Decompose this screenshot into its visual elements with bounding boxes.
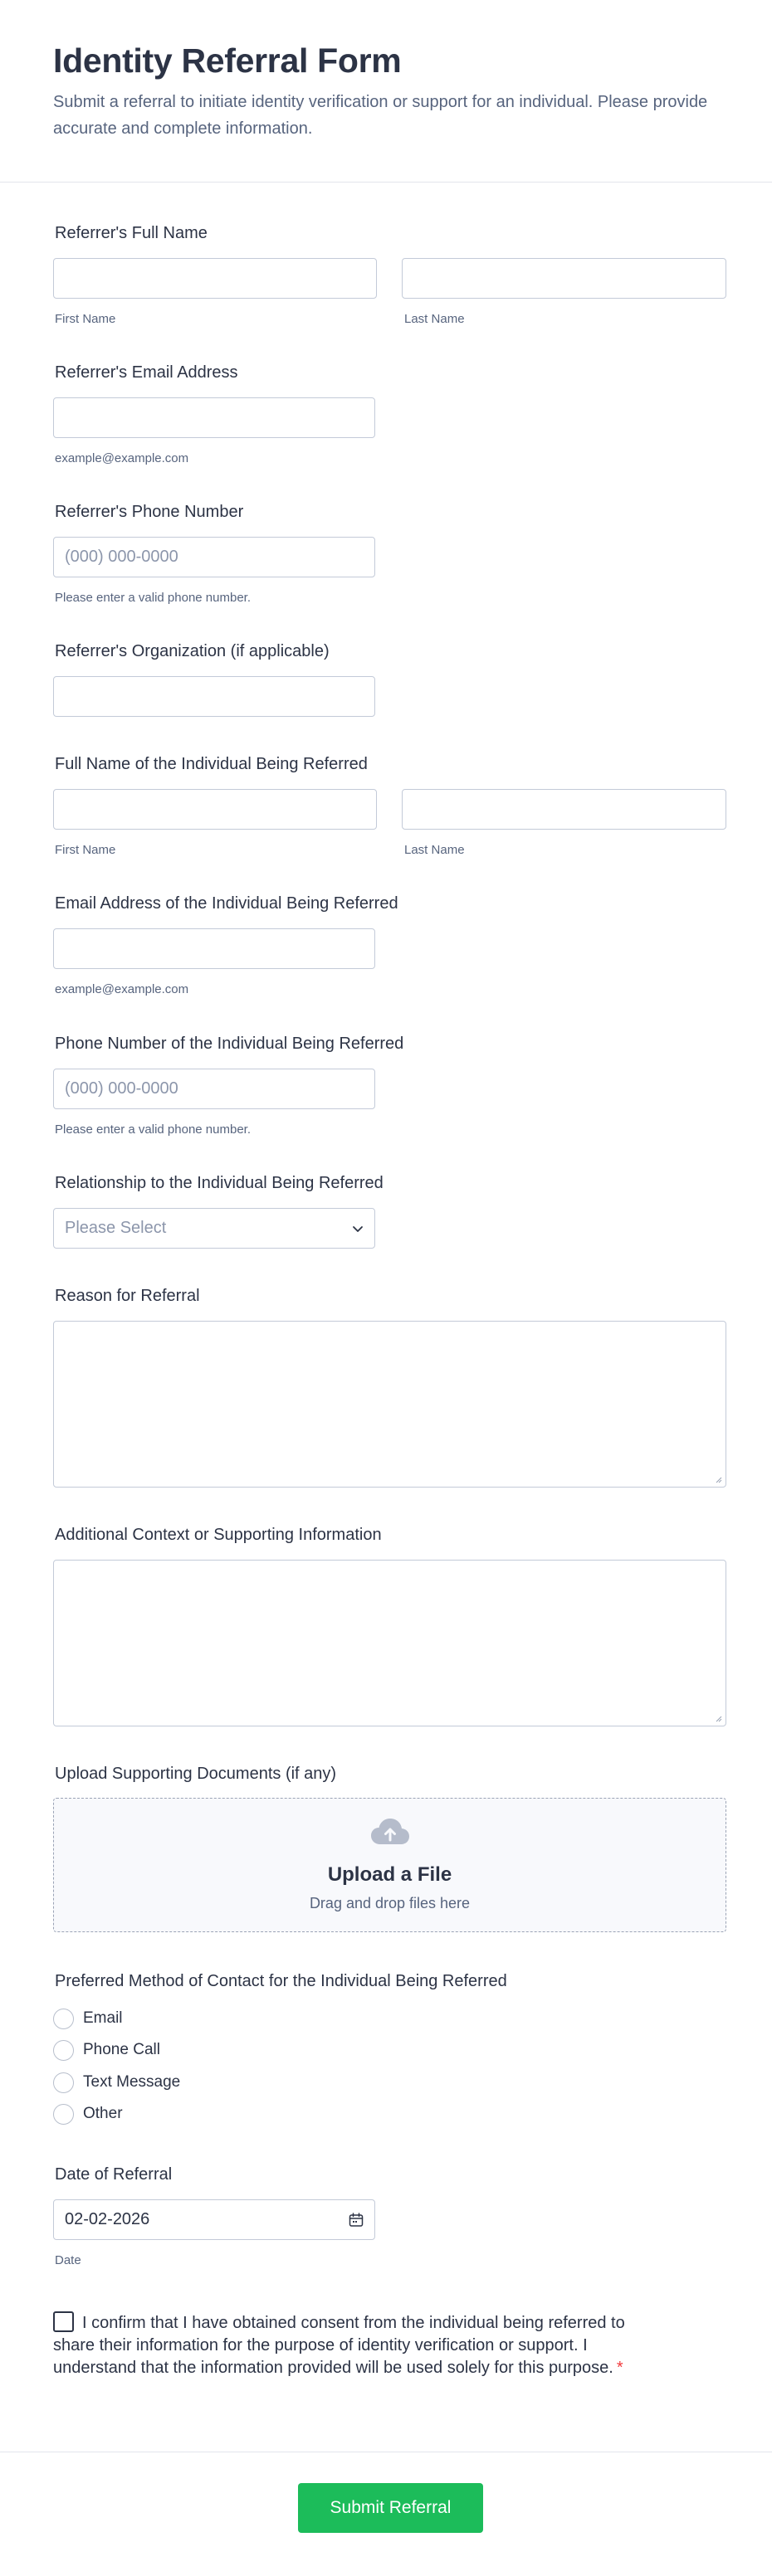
contact-method-label: Preferred Method of Contact for the Individual Being Referred [55,1972,507,1990]
upload-subtitle: Drag and drop files here [309,1895,471,1911]
contact-option-phone-call[interactable] [53,2038,160,2062]
contact-option-other[interactable] [53,2102,123,2126]
referred-phone-input[interactable] [53,1069,375,1109]
referrer-phone-input[interactable] [53,537,375,577]
cloud-upload-icon [370,1817,410,1847]
date-label: Date of Referral [55,2165,173,2184]
form-footer [0,2452,772,2576]
date-input[interactable] [53,2199,375,2240]
reason-label: Reason for Referral [55,1287,200,1305]
referrer-phone-placeholder: (000) 000-0000 [65,548,178,566]
radio-label: Text Message [83,2073,181,2091]
file-upload-dropzone[interactable] [53,1798,726,1932]
contact-option-email[interactable] [53,2007,123,2030]
referrer-email-input[interactable] [53,397,375,438]
referrer-first-name-sublabel: First Name [55,312,116,326]
upload-title: Upload a File [327,1863,452,1886]
referrer-org-label: Referrer's Organization (if applicable) [55,642,330,660]
referrer-last-name-input[interactable] [402,258,726,299]
relationship-label: Relationship to the Individual Being Referred [55,1174,384,1192]
referred-phone-sublabel: Please enter a valid phone number. [55,1122,251,1137]
radio-button[interactable] [53,2040,74,2061]
referrer-phone-sublabel: Please enter a valid phone number. [55,591,251,605]
referrer-email-sublabel: example@example.com [55,451,189,465]
referrer-first-name-input[interactable] [53,258,377,299]
context-label: Additional Context or Supporting Information [55,1526,382,1544]
radio-label: Email [83,2009,123,2027]
consent-checkbox[interactable] [53,2311,74,2332]
referrer-email-label: Referrer's Email Address [55,363,238,382]
radio-label: Phone Call [83,2041,160,2058]
date-sublabel: Date [55,2253,81,2267]
referrer-last-name-sublabel: Last Name [404,312,465,326]
context-textarea[interactable] [53,1560,726,1726]
contact-option-text-message[interactable] [53,2071,180,2094]
referred-name-label: Full Name of the Individual Being Referred [55,755,368,773]
date-value: 02-02-2026 [65,2210,150,2228]
upload-label: Upload Supporting Documents (if any) [55,1765,337,1783]
form-header [0,0,772,183]
referred-email-label: Email Address of the Individual Being Referred [55,894,398,913]
resize-handle-icon[interactable] [714,1714,722,1722]
relationship-select[interactable] [53,1208,375,1249]
referrer-org-input[interactable] [53,676,375,717]
radio-label: Other [83,2105,123,2122]
referred-last-name-sublabel: Last Name [404,843,465,857]
referred-email-input[interactable] [53,928,375,969]
form-title: Identity Referral Form [53,41,402,80]
referrer-name-label: Referrer's Full Name [55,224,208,242]
radio-button[interactable] [53,2104,74,2125]
consent-text: I confirm that I have obtained consent from the individual being referred to share their information for the purpose of identity verification or support. I understand that the information provided will be used solely for this purpose. [53,2314,625,2377]
required-asterisk: * [616,2359,623,2377]
referred-email-sublabel: example@example.com [55,982,189,996]
referred-phone-label: Phone Number of the Individual Being Referred [55,1035,404,1053]
form-subtitle: Submit a referral to initiate identity verification or support for an individual. Please provide accurate and complete information. [53,93,708,138]
reason-textarea[interactable] [53,1321,726,1488]
relationship-selected-value: Please Select [65,1219,167,1237]
chevron-down-icon [351,1222,364,1235]
radio-button[interactable] [53,2072,74,2093]
referred-first-name-sublabel: First Name [55,843,116,857]
consent-block [53,2311,667,2379]
radio-button[interactable] [53,2009,74,2029]
referred-phone-placeholder: (000) 000-0000 [65,1079,178,1098]
resize-handle-icon[interactable] [714,1475,722,1483]
submit-button[interactable]: Submit Referral [298,2483,483,2533]
calendar-icon[interactable] [348,2212,364,2228]
referred-first-name-input[interactable] [53,789,377,830]
referred-last-name-input[interactable] [402,789,726,830]
referrer-phone-label: Referrer's Phone Number [55,503,244,521]
